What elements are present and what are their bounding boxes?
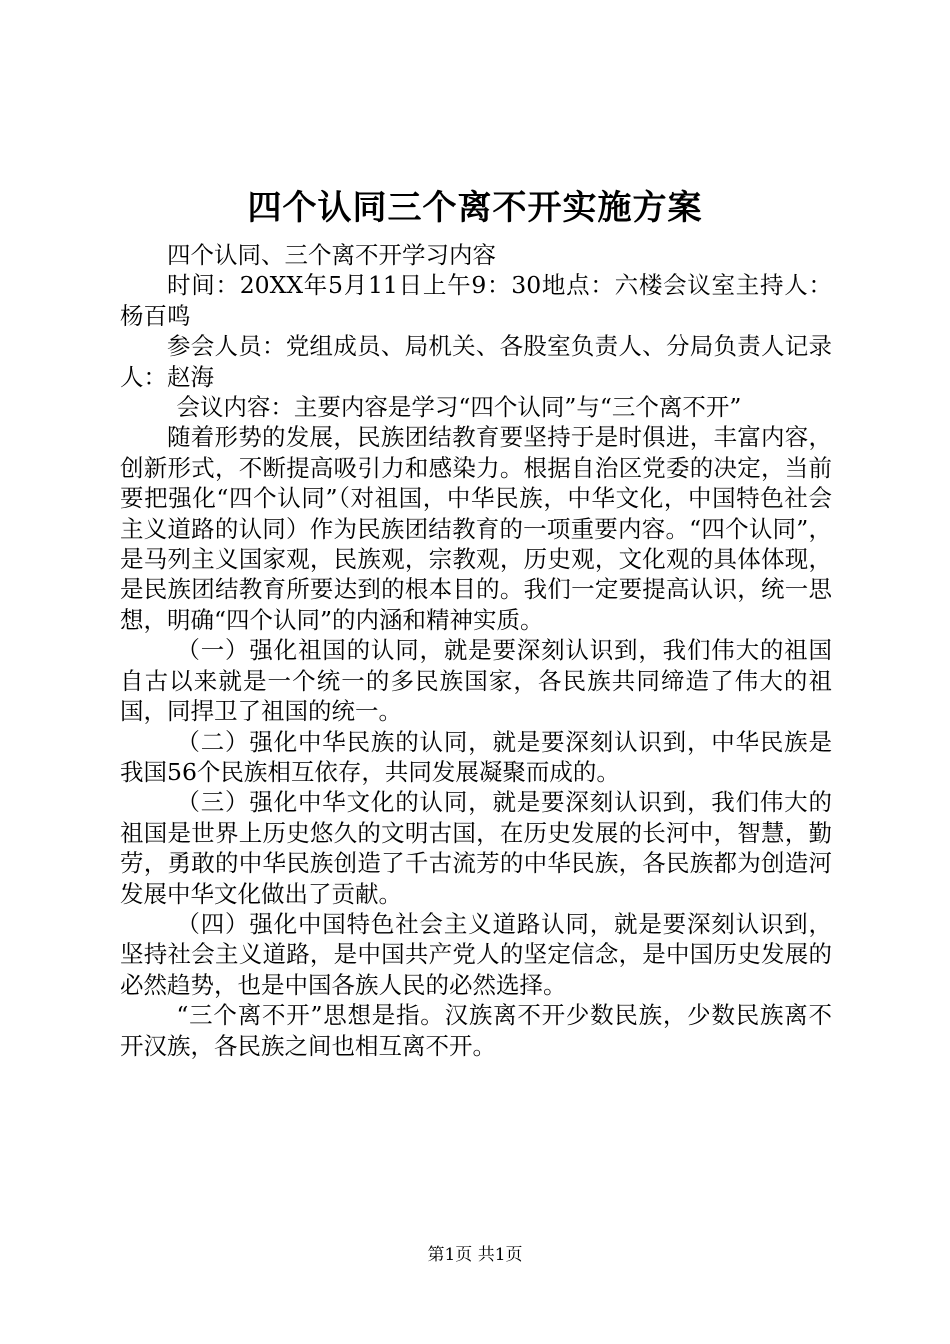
paragraph-intro: 随着形势的发展，民族团结教育要坚持于是时俱进，丰富内容，创新形式，不断提高吸引力和感染力。根据自治区党委的决定，当前要把强化“四个认同”（对祖国，中华民族，中华文化，中国特色社会主义道路的认同）作为民族团结教育的一项重要内容。“四个认同”，是马列主义国家观，民族观，宗教观，历史观，文化观的具体体现，是民族团结教育所要达到的根本目的。我们一定要提高认识，统一思想，明确“四个认同”的内涵和精神实质。 (120, 423, 832, 634)
document-body (120, 240, 832, 1061)
paragraph-meeting-content: 会议内容：主要内容是学习“四个认同”与“三个离不开” (176, 393, 742, 422)
paragraph-item-3: （三）强化中华文化的认同，就是要深刻认识到，我们伟大的祖国是世界上历史悠久的文明古国，在历史发展的长河中，智慧，勤劳，勇敢的中华民族创造了千古流芳的中华民族，各民族都为创造河发展中华文化做出了贡献。 (120, 788, 832, 908)
paragraph-three-inseparables: “三个离不开”思想是指。汉族离不开少数民族，少数民族离不开汉族，各民族之间也相互离不开。 (120, 1001, 832, 1060)
page-number-footer: 第1页 共1页 (427, 1245, 523, 1265)
paragraph-item-4: （四）强化中国特色社会主义道路认同，就是要深刻认识到，坚持社会主义道路，是中国共产党人的坚定信念，是中国历史发展的必然趋势，也是中国各族人民的必然选择。 (120, 909, 832, 999)
paragraph-item-1: （一）强化祖国的认同，就是要深刻认识到，我们伟大的祖国自古以来就是一个统一的多民族国家，各民族共同缔造了伟大的祖国，同捍卫了祖国的统一。 (120, 636, 832, 726)
paragraph-time-place: 时间：20XX年5月11日上午9：30地点：六楼会议室主持人：杨百鸣 (120, 271, 832, 330)
paragraph-item-2: （二）强化中华民族的认同，就是要深刻认识到，中华民族是我国56个民族相互依存，共同发展凝聚而成的。 (120, 727, 832, 786)
document-title: 四个认同三个离不开实施方案 (247, 188, 703, 228)
paragraph-attendees: 参会人员：党组成员、局机关、各股室负责人、分局负责人记录人：赵海 (120, 332, 832, 391)
paragraph-study-content: 四个认同、三个离不开学习内容 (167, 241, 496, 269)
